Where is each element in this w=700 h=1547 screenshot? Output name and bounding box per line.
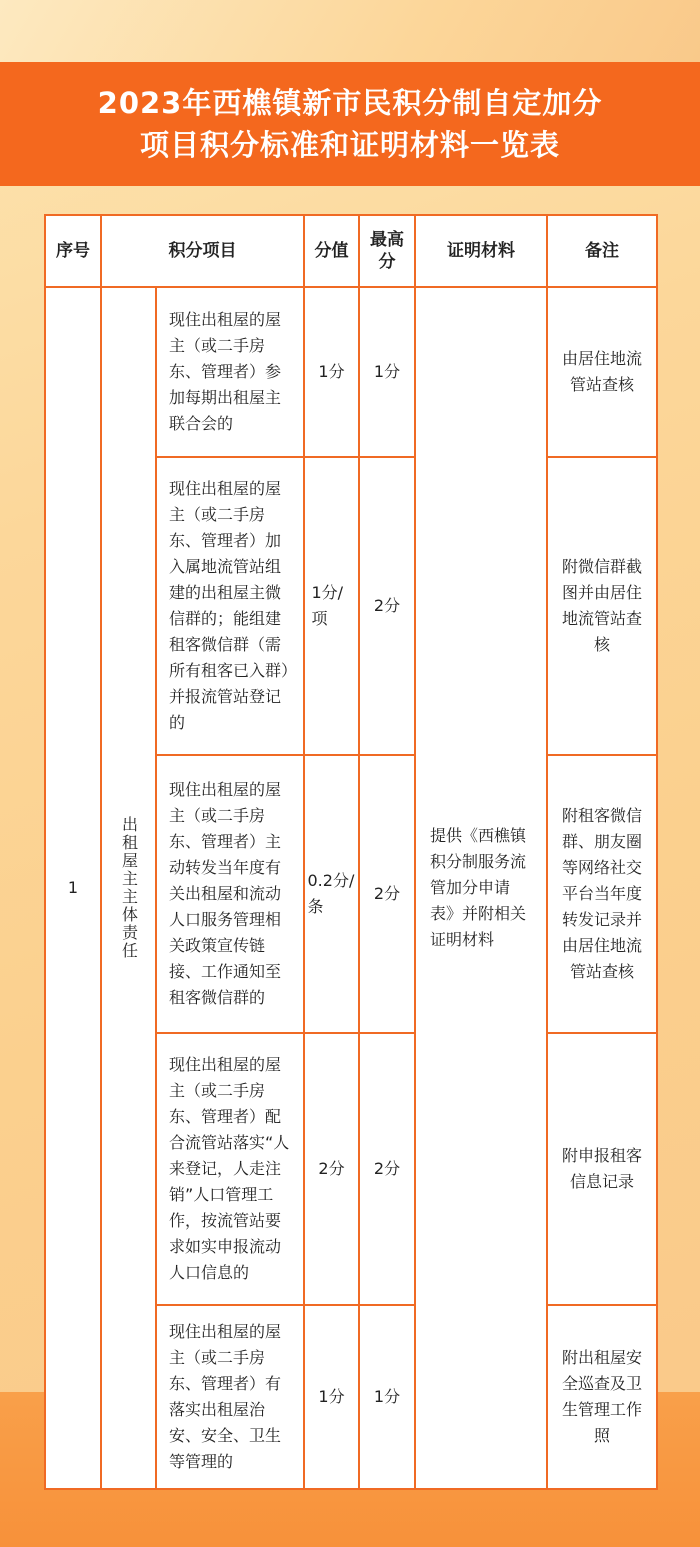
- item-cell: 现住出租屋的屋主（或二手房东、管理者）主动转发当年度有关出租屋和流动人口服务管理相关政策宣传链接、工作通知至租客微信群的: [156, 755, 304, 1033]
- header-max: [359, 215, 415, 287]
- background-top: [0, 0, 700, 62]
- max-cell: 1分: [359, 287, 415, 457]
- score-cell: 1分: [304, 287, 359, 457]
- score-table: [44, 214, 658, 1490]
- category-label: 出租屋主主体责任: [119, 816, 139, 960]
- note-cell: 由居住地流管站查核: [547, 287, 657, 457]
- header-item: 积分项目: [101, 215, 304, 287]
- item-cell: 现住出租屋的屋主（或二手房东、管理者）加入属地流管站组建的出租屋主微信群的；能组建租客微信群（需所有租客已入群）并报流管站登记的: [156, 457, 304, 755]
- category-cell: [101, 287, 156, 1489]
- header-score: 分值: [304, 215, 359, 287]
- table-header-row: [45, 215, 657, 287]
- page-title-line2: 项目积分标准和证明材料一览表: [139, 128, 560, 162]
- note-cell: 附微信群截图并由居住地流管站查核: [547, 457, 657, 755]
- score-cell: 2分: [304, 1033, 359, 1305]
- score-table-container: [44, 214, 656, 1486]
- table-row: [45, 287, 657, 457]
- score-label: 1分/项: [311, 583, 344, 628]
- proof-cell: 提供《西樵镇积分制服务流管加分申请表》并附相关证明材料: [415, 287, 547, 1489]
- score-cell: 1分: [304, 1305, 359, 1489]
- score-label: 0.2分/条: [307, 871, 355, 916]
- header-proof: 证明材料: [415, 215, 547, 287]
- page-title-line1: 2023年西樵镇新市民积分制自定加分: [97, 86, 603, 120]
- header-note: 备注: [547, 215, 657, 287]
- title-banner: [0, 62, 700, 186]
- header-max-label: 最高分: [370, 230, 404, 272]
- max-cell: 2分: [359, 755, 415, 1033]
- header-seq: 序号: [45, 215, 101, 287]
- item-cell: 现住出租屋的屋主（或二手房东、管理者）配合流管站落实“人来登记，人走注销”人口管理工作，按流管站要求如实申报流动人口信息的: [156, 1033, 304, 1305]
- note-cell: 附申报租客信息记录: [547, 1033, 657, 1305]
- score-cell: [304, 457, 359, 755]
- seq-cell: 1: [45, 287, 101, 1489]
- note-cell: 附出租屋安全巡查及卫生管理工作照: [547, 1305, 657, 1489]
- max-cell: 2分: [359, 457, 415, 755]
- score-cell: [304, 755, 359, 1033]
- max-cell: 1分: [359, 1305, 415, 1489]
- max-cell: 2分: [359, 1033, 415, 1305]
- item-cell: 现住出租屋的屋主（或二手房东、管理者）参加每期出租屋主联合会的: [156, 287, 304, 457]
- note-cell: 附租客微信群、朋友圈等网络社交平台当年度转发记录并由居住地流管站查核: [547, 755, 657, 1033]
- item-cell: 现住出租屋的屋主（或二手房东、管理者）有落实出租屋治安、安全、卫生等管理的: [156, 1305, 304, 1489]
